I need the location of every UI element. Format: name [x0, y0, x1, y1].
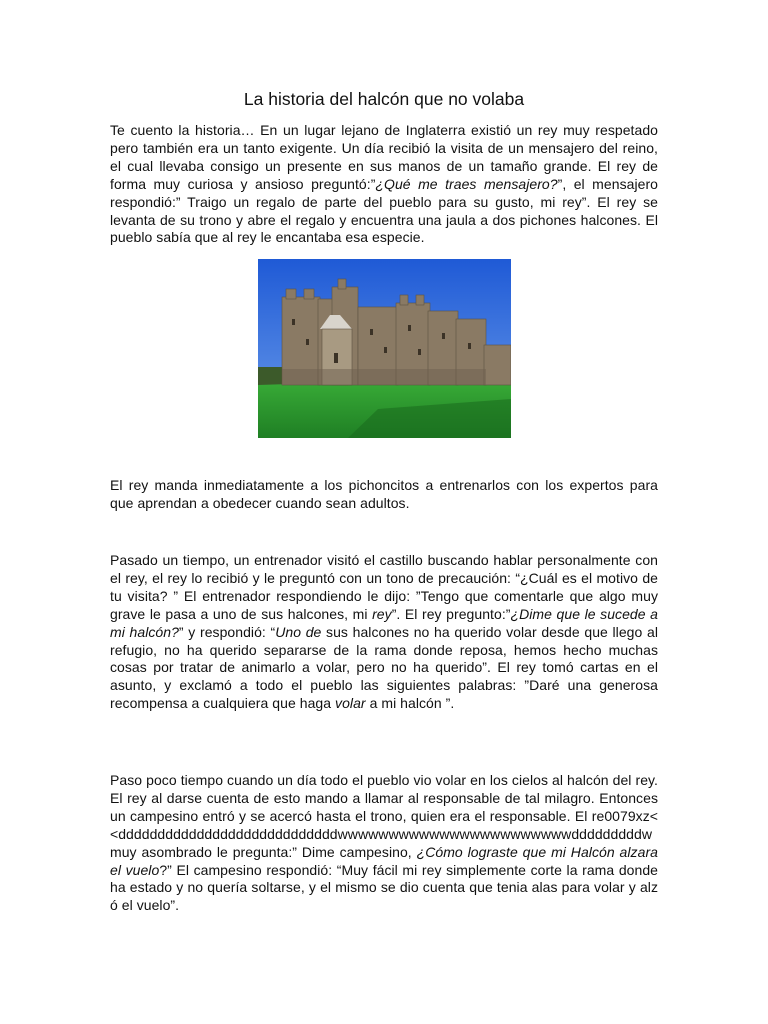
paragraph-1-italic: ¿Qué me traes mensajero?	[375, 175, 558, 192]
paragraph-4-text-a: Paso poco tiempo cuando un día todo el pueblo vio volar en los cielos al halcón del rey. El rey al darse cuenta de esto mando a llamar al responsable de tal milagro. Entonces un campesino entró y se acercó hasta el trono, quien era el responsable. El re0079xz<<ddddddddddddddddddddddddddddwwwwwwwwwwwwwwwwwwwwwwwdddddddddw muy asombrado le pregunta:” Dime campesino,	[110, 772, 658, 860]
paragraph-3	[110, 552, 658, 713]
paragraph-3-italic-question: ¿Dime que le sucede a mi halcón?	[110, 605, 658, 640]
castle-photo	[258, 259, 511, 438]
paragraph-2: El rey manda inmediatamente a los pichoncitos a entrenarlos con los expertos para que aprendan a obedecer cuando sean adultos.	[110, 477, 658, 511]
paragraph-1-text-c: ”, el mensajero respondió:” Traigo un regalo de parte del pueblo para su gusto, mi rey”. El rey se levanta de su trono y abre el regalo y encuentra una jaula a dos pichones halcones. El pueblo sabía que al rey le encantaba esa especie.	[110, 175, 659, 246]
paragraph-3-text-e: ” y respondió: “	[178, 623, 276, 640]
paragraph-3-text-g: sus halcones no ha querido volar desde que llego al refugio, no ha querido separarse de la rama donde reposa, hemos hecho muchas cosas por tratar de animarlo a volar, pero no ha querido”. El rey tomó cartas en el asunto, y exclamó a todo el pueblo las siguientes palabras: ”Daré una generosa recompensa a cualquiera que haga	[110, 623, 658, 712]
paragraph-3-italic-volar: volar	[335, 695, 366, 712]
paragraph-1-text-a: Te cuento la historia… En un lugar lejano de Inglaterra existió un rey muy respetado pero también era un tanto exigente. Un día recibió la visita de un mensajero del reino, el cual llevaba consigo un presente en sus manos de un tamaño grande. El rey de forma muy curiosa y ansioso preguntó:”	[110, 122, 658, 192]
castle-photo-icon	[258, 259, 511, 438]
paragraph-3-text-i: a mi halcón ”.	[365, 695, 455, 712]
paragraph-3-text-c: ”. El rey pregunto:”	[391, 605, 511, 622]
paragraph-4	[110, 772, 658, 915]
paragraph-3-text-a: Pasado un tiempo, un entrenador visitó el castillo buscando hablar personalmente con el rey, el rey lo recibió y le preguntó con un tono de precaución: “¿Cuál es el motivo de tu visita? ” El entrenador respondiendo le dijo: ”Tengo que comentarle que algo muy grave le pasa a uno de sus halcones, mi	[110, 552, 658, 622]
paragraph-4-italic: ¿Cómo lograste que mi Halcón alzara el vuelo	[110, 843, 658, 878]
paragraph-4-text-c: ?” El campesino respondió: “Muy fácil mi rey simplemente corte la rama donde ha estado y no quería soltarse, y el mismo se dio cuenta que tenia alas para volar y alzó el vuelo”.	[110, 861, 658, 914]
document-title: La historia del halcón que no volaba	[243, 89, 525, 109]
paragraph-1	[110, 122, 658, 247]
paragraph-3-italic-uno: Uno de	[275, 623, 322, 640]
paragraph-3-italic-rey: rey	[372, 605, 392, 622]
